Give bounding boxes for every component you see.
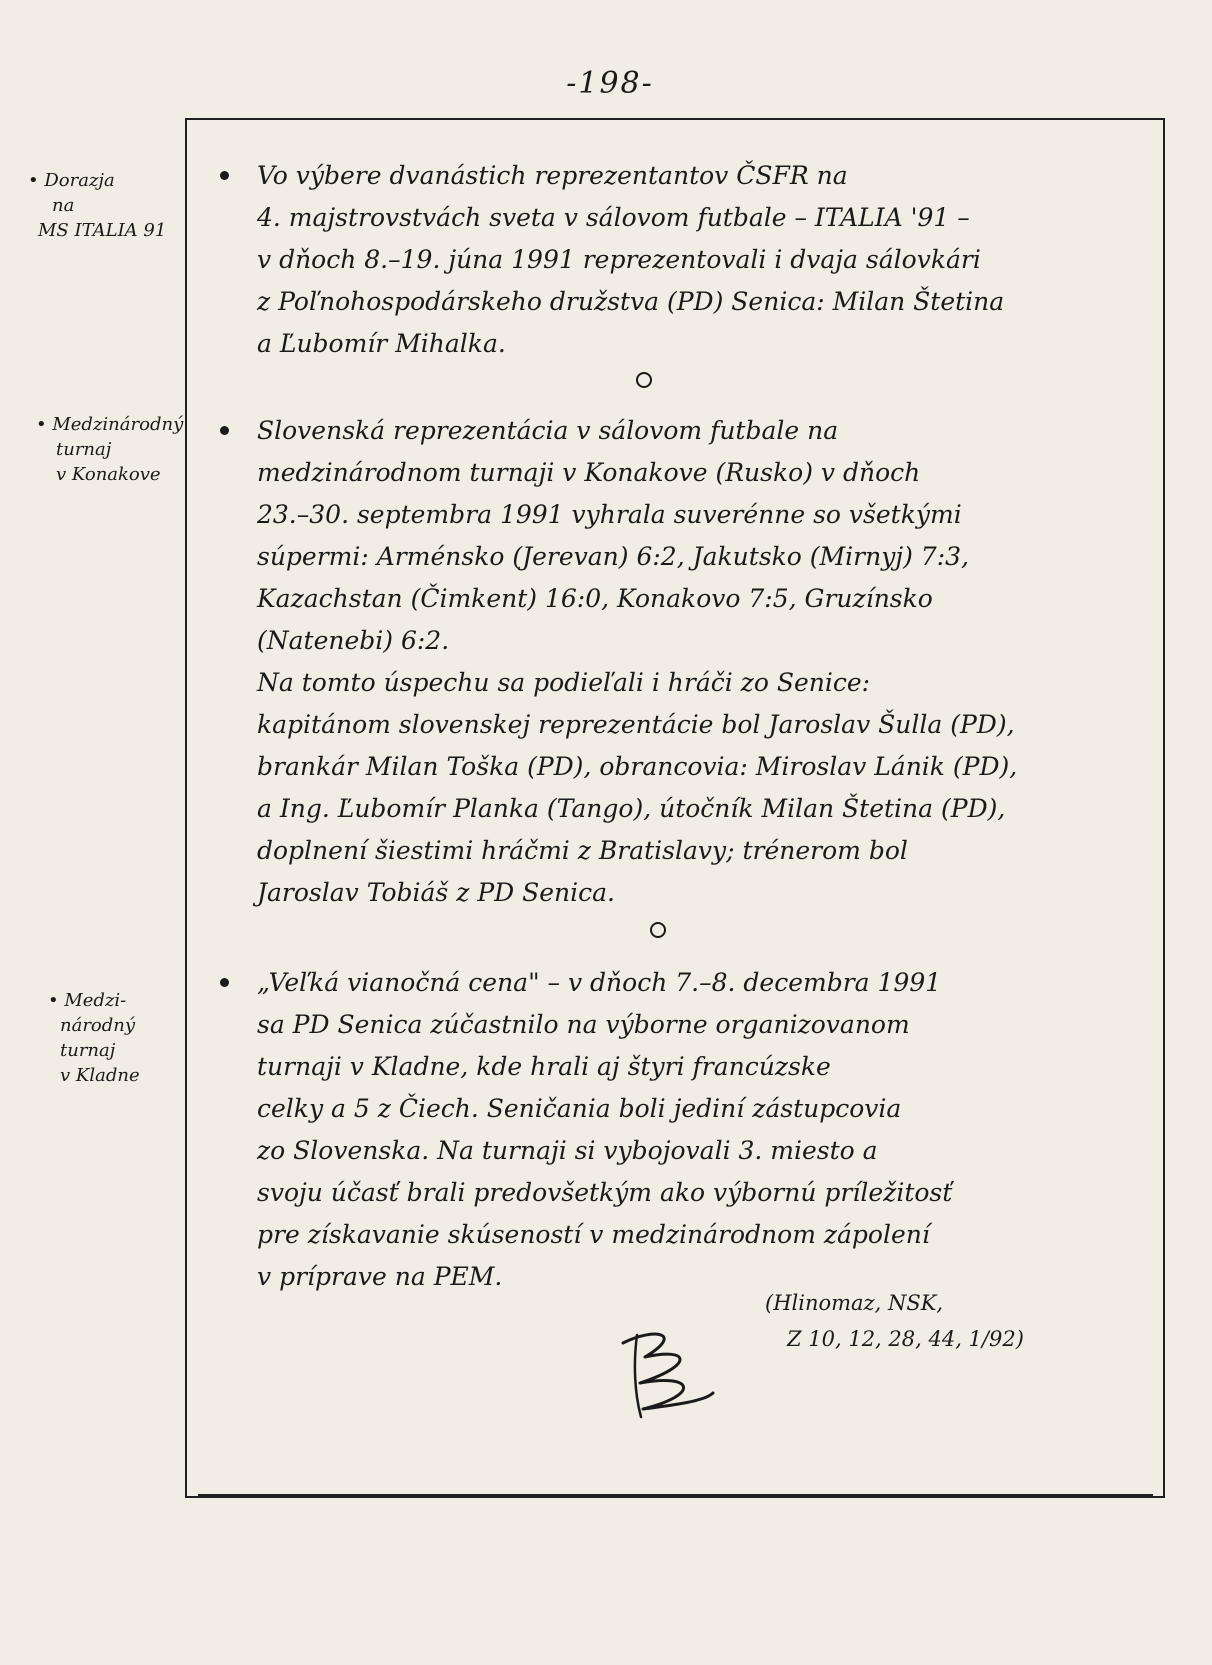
margin-note-italia	[28, 168, 178, 243]
source-reference	[765, 1285, 1024, 1357]
frame-bottom-line	[198, 1494, 1153, 1496]
margin-note-line: MS ITALIA 91	[38, 220, 167, 241]
separator-circle-icon	[636, 372, 652, 388]
text-line: kapitánom slovenskej reprezentácie bol Jaroslav Šulla (PD),	[257, 710, 1015, 739]
text-line: zo Slovenska. Na turnaji si vybojovali 3. miesto a	[257, 1136, 878, 1165]
text-line: v príprave na PEM.	[257, 1262, 503, 1291]
text-line: Kazachstan (Čimkent) 16:0, Konakovo 7:5, Gruzínsko	[257, 584, 933, 613]
text-line: Jaroslav Tobiáš z PD Senica.	[257, 878, 615, 907]
reference-line: Z 10, 12, 28, 44, 1/92)	[787, 1327, 1024, 1351]
text-line: celky a 5 z Čiech. Seničania boli jediní zástupcovia	[257, 1094, 902, 1123]
bullet-icon	[220, 978, 229, 987]
text-line: doplnení šiestimi hráčmi z Bratislavy; trénerom bol	[257, 836, 908, 865]
text-line: 4. majstrovstvách sveta v sálovom futbale – ITALIA '91 –	[257, 203, 970, 232]
margin-note-line: turnaj	[60, 1040, 116, 1061]
text-line: v dňoch 8.–19. júna 1991 reprezentovali i dvaja sálovkári	[257, 245, 981, 274]
text-line: „Veľká vianočná cena" – v dňoch 7.–8. decembra 1991	[257, 968, 942, 997]
text-line: 23.–30. septembra 1991 vyhrala suverénne so všetkými	[257, 500, 962, 529]
margin-note-line: • Medzi-	[48, 990, 127, 1011]
text-line: brankár Milan Toška (PD), obrancovia: Miroslav Lánik (PD),	[257, 752, 1018, 781]
bullet-icon	[220, 426, 229, 435]
text-line: turnaji v Kladne, kde hrali aj štyri francúzske	[257, 1052, 831, 1081]
text-line: Slovenská reprezentácia v sálovom futbale na	[257, 416, 839, 445]
text-line: Na tomto úspechu sa podieľali i hráči zo Senice:	[257, 668, 871, 697]
margin-note-kladno	[48, 988, 198, 1088]
text-line: svoju účasť brali predovšetkým ako výbornú príležitosť	[257, 1178, 953, 1207]
section-kladno	[205, 962, 1125, 1298]
margin-note-konakovo	[36, 412, 186, 487]
text-line: súpermi: Arménsko (Jerevan) 6:2, Jakutsko (Mirnyj) 7:3,	[257, 542, 969, 571]
margin-note-line: v Konakove	[56, 464, 161, 485]
section-italia	[205, 155, 1125, 365]
section-konakovo	[205, 410, 1125, 914]
text-line: Vo výbere dvanástich reprezentantov ČSFR na	[257, 161, 848, 190]
reference-line: (Hlinomaz, NSK,	[765, 1291, 944, 1315]
page-number: -198-	[566, 66, 654, 101]
separator-circle-icon	[650, 922, 666, 938]
text-line: a Ing. Ľubomír Planka (Tango), útočník Milan Štetina (PD),	[257, 794, 1006, 823]
margin-note-line: národný	[60, 1015, 136, 1036]
text-line: pre získavanie skúseností v medzinárodnom zápolení	[257, 1220, 930, 1249]
text-line: a Ľubomír Mihalka.	[257, 329, 506, 358]
text-line: medzinárodnom turnaji v Konakove (Rusko) v dňoch	[257, 458, 921, 487]
text-line: sa PD Senica zúčastnilo na výborne organizovanom	[257, 1010, 910, 1039]
signature-icon	[615, 1325, 725, 1425]
margin-note-line: v Kladne	[60, 1065, 140, 1086]
text-line: z Poľnohospodárskeho družstva (PD) Senica: Milan Štetina	[257, 287, 1005, 316]
margin-note-line: turnaj	[56, 439, 112, 460]
margin-note-line: • Dorazja	[28, 170, 115, 191]
bullet-icon	[220, 171, 229, 180]
text-line: (Natenebi) 6:2.	[257, 626, 450, 655]
margin-note-line: • Medzinárodný	[36, 414, 184, 435]
margin-note-line: na	[52, 195, 75, 216]
